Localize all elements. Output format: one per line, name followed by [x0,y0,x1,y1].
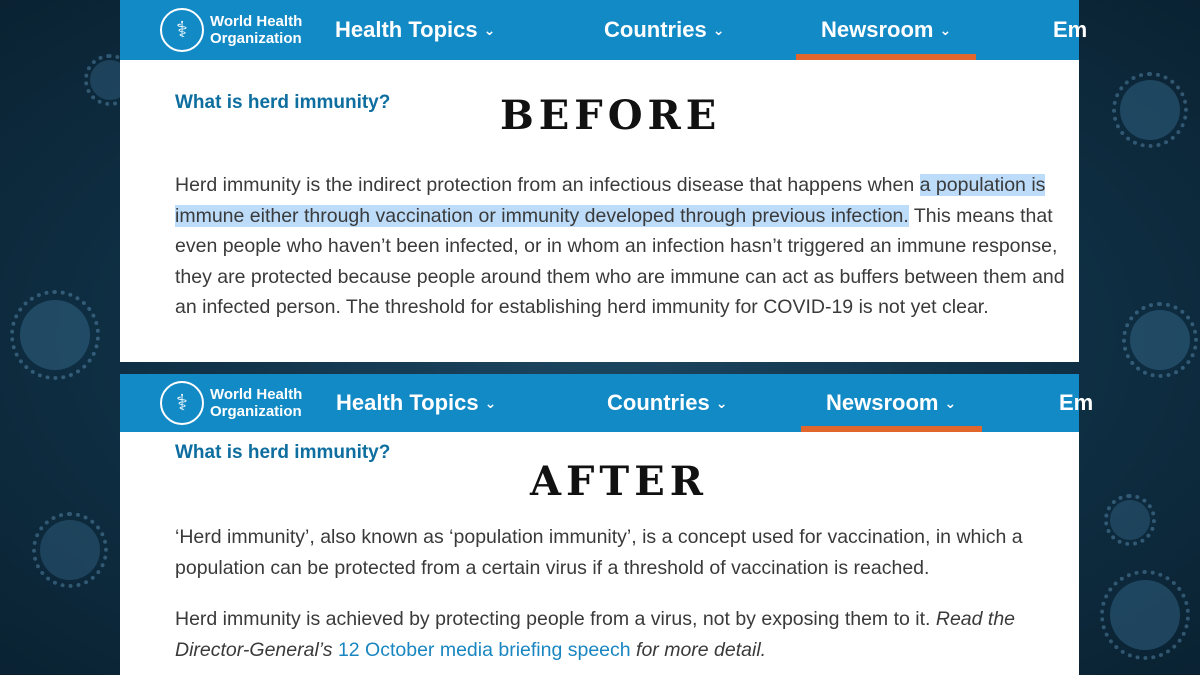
top-nav [120,374,1094,432]
who-logo[interactable] [160,381,306,425]
chevron-down-icon: ⌄ [484,396,497,412]
nav-label: Countries [604,17,707,42]
nav-label: Health Topics [335,17,478,42]
logo-text: World Health Organization [210,13,303,47]
italic-text: Read the Director-General’s [175,608,1016,661]
chevron-down-icon: ⌄ [715,396,728,412]
nav-label: Newsroom [826,390,939,415]
nav-emergencies[interactable] [1059,374,1093,432]
chevron-down-icon: ⌄ [944,396,957,412]
nav-label: Countries [607,390,710,415]
answer-paragraph-2 [175,604,1075,665]
nav-newsroom[interactable] [821,0,951,60]
nav-emergencies[interactable] [1053,0,1087,60]
nav-active-indicator [796,54,976,60]
chevron-down-icon: ⌄ [712,23,725,39]
question-heading: What is herd immunity? [175,92,391,113]
after-label: AFTER [530,458,708,505]
paragraph-text: Herd immunity is achieved by protecting people from a virus, not by exposing them to it. [175,608,936,630]
nav-label: Em [1059,390,1094,415]
after-screenshot [120,374,1094,675]
virus-illustration [1110,500,1150,540]
virus-illustration [1130,310,1190,370]
nav-newsroom[interactable] [826,374,956,432]
chevron-down-icon: ⌄ [939,23,952,39]
answer-paragraph [175,170,1075,323]
chevron-down-icon: ⌄ [483,23,496,39]
virus-illustration [1110,580,1180,650]
who-logo[interactable] [160,8,306,52]
virus-illustration [20,300,90,370]
highlighted-text: a population is immune either through vaccination or immunity developed through previous infection. [175,174,1046,227]
nav-label: Em [1053,17,1088,42]
nav-countries[interactable] [607,374,727,432]
nav-health-topics[interactable] [336,374,496,432]
nav-countries[interactable] [604,0,724,60]
paragraph-text: Herd immunity is the indirect protection from an infectious disease that happens when [175,174,920,196]
logo-text: World Health Organization [210,386,303,420]
nav-label: Newsroom [821,17,934,42]
italic-text: for more detail. [630,638,767,661]
virus-illustration [1120,80,1180,140]
who-emblem-icon: ⚕ [160,381,204,425]
question-heading: What is herd immunity? [175,442,391,463]
who-emblem-icon: ⚕ [160,8,204,52]
media-briefing-link[interactable]: 12 October media briefing speech [337,638,631,661]
before-screenshot [120,0,1088,362]
nav-label: Health Topics [336,390,479,415]
top-nav [120,0,1088,60]
before-label: BEFORE [500,92,722,139]
nav-health-topics[interactable] [335,0,495,60]
paragraph-text: This means that even people who haven’t been infected, or in whom an infection hasn’t triggered an immune response, they are protected because people around them who are immune can act as buffers between them and an infected person. The threshold for establishing herd immunity for COVID-19 is not yet clear. [175,204,1065,318]
answer-paragraph-1: ‘Herd immunity’, also known as ‘population immunity’, is a concept used for vaccination, in which a population can be protected from a certain virus if a threshold of vaccination is reached. [175,526,1023,579]
virus-illustration [40,520,100,580]
nav-active-indicator [801,426,982,432]
